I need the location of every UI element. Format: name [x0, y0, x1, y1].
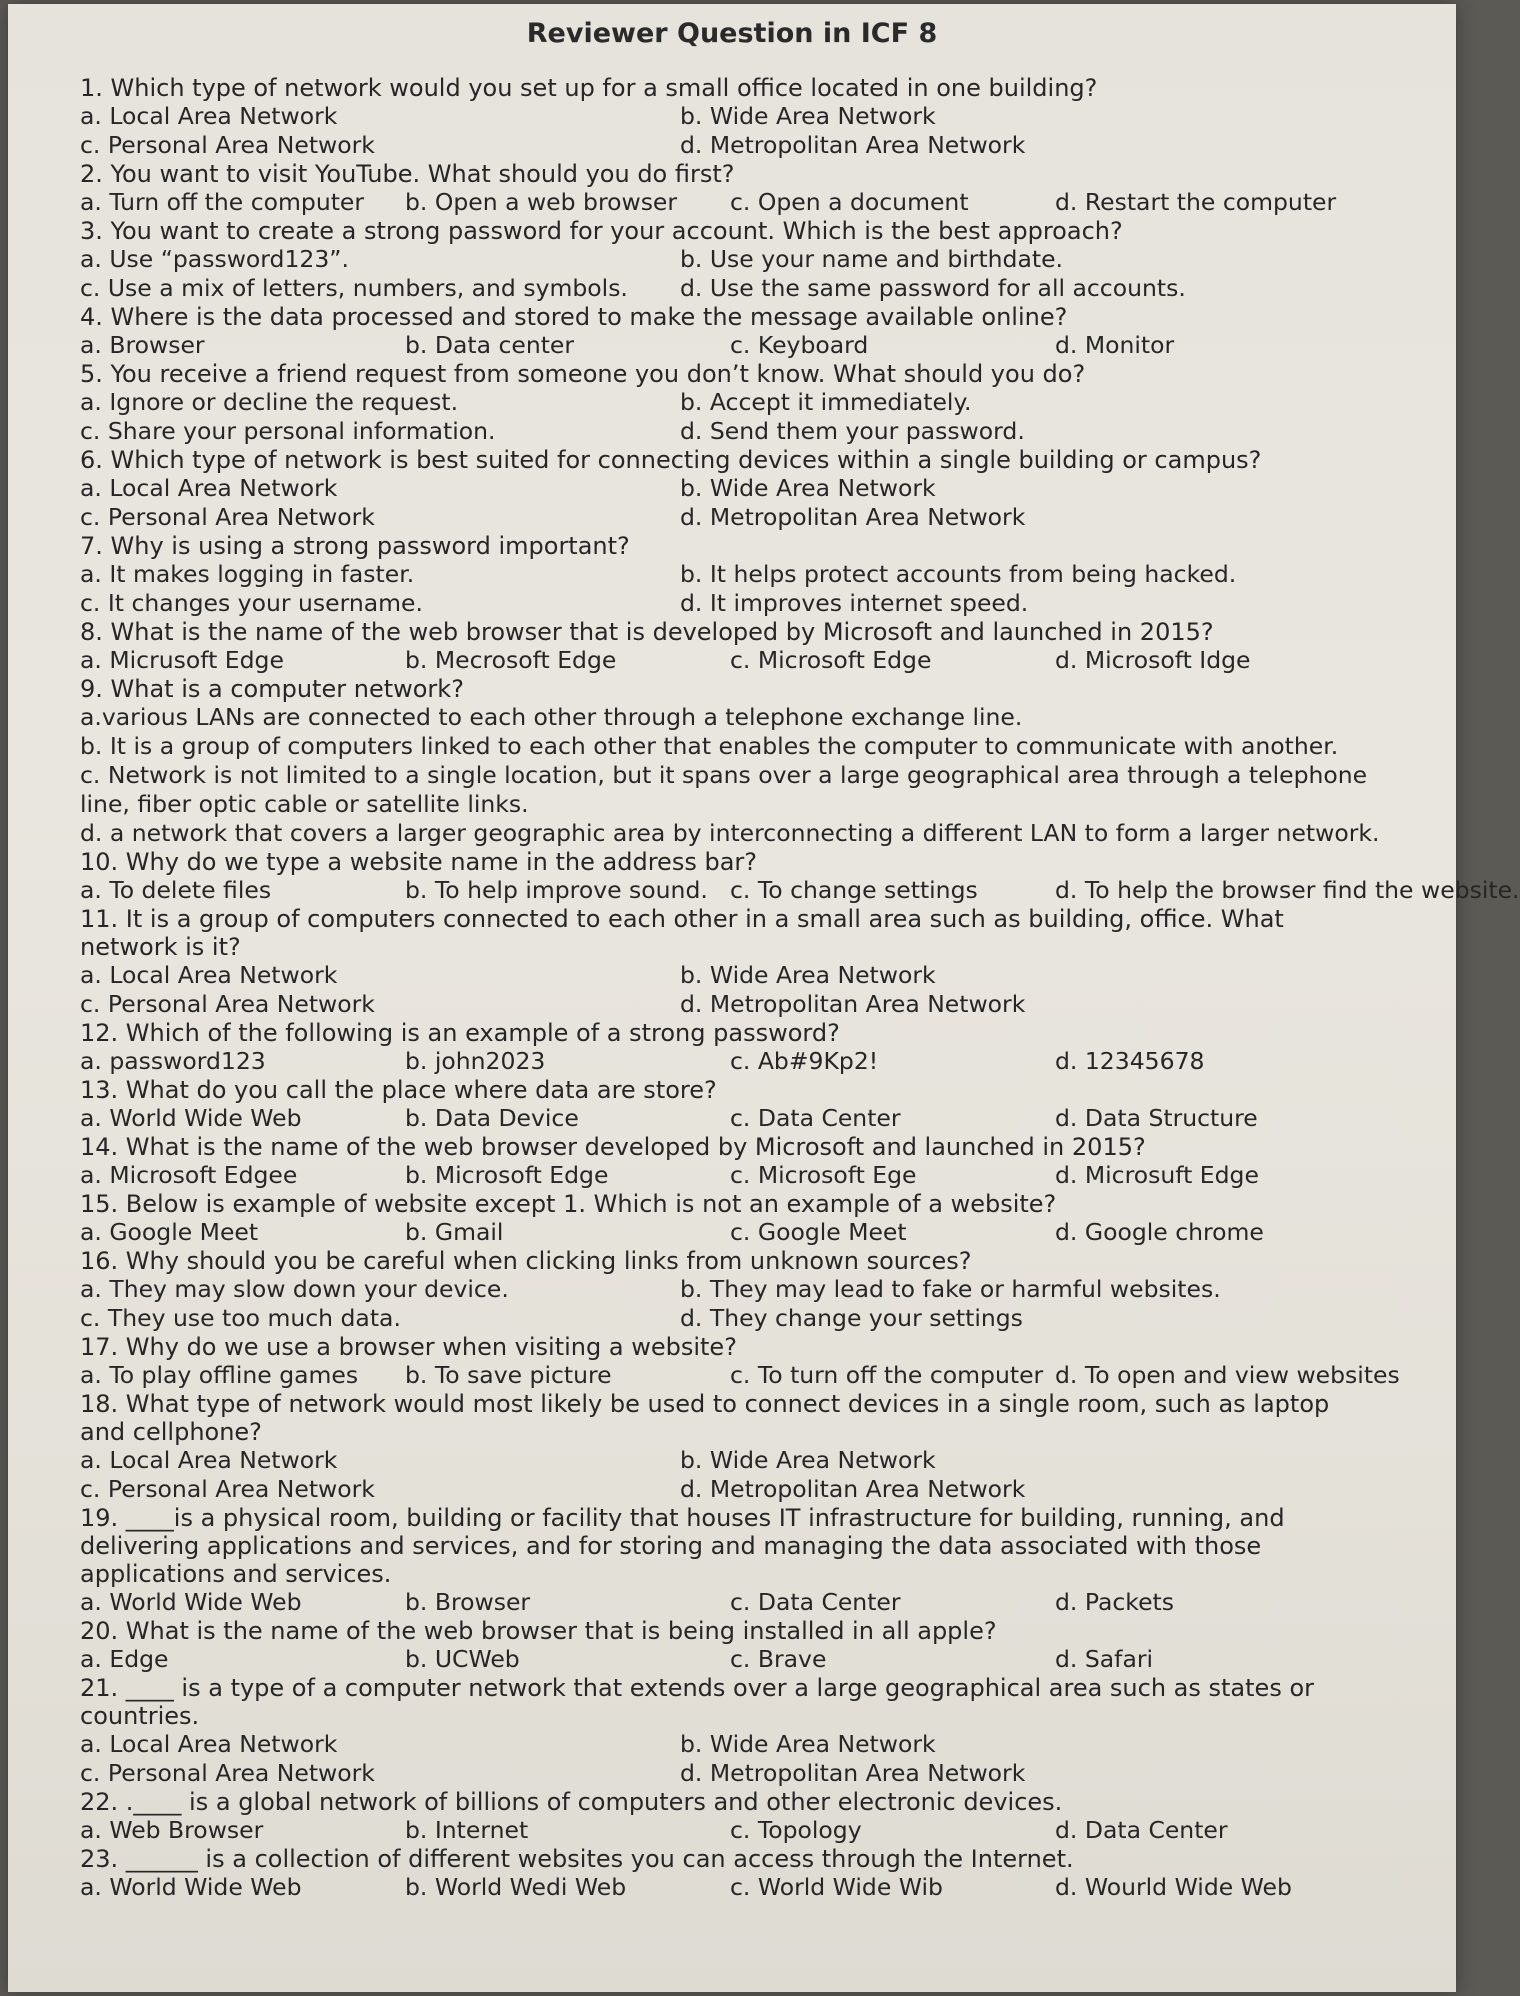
- question-item: [80, 360, 1380, 446]
- answer-option: a. Local Area Network: [80, 474, 338, 502]
- answer-option: a. Microsoft Edgee: [80, 1161, 298, 1189]
- answer-options: [80, 1104, 1380, 1133]
- question-text: 17. Why do we use a browser when visiting a website?: [80, 1333, 737, 1361]
- answer-option: c. Personal Area Network: [80, 1475, 375, 1503]
- question-item: [80, 1247, 1380, 1333]
- answer-option: d. Microsuft Edge: [1055, 1161, 1259, 1189]
- question-text: 12. Which of the following is an example of a strong password?: [80, 1019, 840, 1047]
- answer-option: c. World Wide Wib: [730, 1873, 943, 1901]
- answer-options: [80, 1730, 1380, 1788]
- question-text: 18. What type of network would most likely be used to connect devices in a single room, such as laptop and cellphone?: [80, 1390, 1330, 1446]
- question-item: [80, 217, 1380, 303]
- answer-option: b. Use your name and birthdate.: [680, 245, 1064, 273]
- answer-option: d. Metropolitan Area Network: [680, 1475, 1026, 1503]
- answer-options: [80, 646, 1380, 675]
- answer-option: a. Browser: [80, 331, 205, 359]
- answer-option: c. They use too much data.: [80, 1304, 401, 1332]
- answer-option: b. Wide Area Network: [680, 102, 936, 130]
- question-text: 14. What is the name of the web browser developed by Microsoft and launched in 2015?: [80, 1133, 1146, 1161]
- answer-option: d. Microsoft Idge: [1055, 646, 1251, 674]
- answer-option: d. Metropolitan Area Network: [680, 990, 1026, 1018]
- question-item: [80, 1333, 1400, 1390]
- question-text: 13. What do you call the place where data are store?: [80, 1076, 717, 1104]
- answer-options: [80, 1218, 1380, 1247]
- answer-option: d. It improves internet speed.: [680, 589, 1029, 617]
- answer-option: a. Local Area Network: [80, 1446, 338, 1474]
- question-item: [80, 1190, 1380, 1247]
- answer-options: [80, 560, 1380, 618]
- answer-option: a. Edge: [80, 1645, 169, 1673]
- question-text: 23. ______ is a collection of different websites you can access through the Internet.: [80, 1845, 1074, 1873]
- answer-options: [80, 1361, 1400, 1390]
- answer-option: b. Wide Area Network: [680, 1730, 936, 1758]
- question-item: [80, 905, 1380, 1019]
- answer-option: b. They may lead to fake or harmful websites.: [680, 1275, 1221, 1303]
- answer-option: d. Send them your password.: [680, 417, 1025, 445]
- question-text: 7. Why is using a strong password important?: [80, 532, 630, 560]
- answer-option: d. Use the same password for all accounts.: [680, 274, 1186, 302]
- question-text: 9. What is a computer network?: [80, 675, 464, 703]
- answer-options: [80, 1047, 1380, 1076]
- answer-option: a. It makes logging in faster.: [80, 560, 415, 588]
- answer-option: a. password123: [80, 1047, 266, 1075]
- answer-options: [80, 1873, 1380, 1902]
- answer-option: d. Google chrome: [1055, 1218, 1264, 1246]
- answer-option: d. a network that covers a larger geographic area by interconnecting a different LAN to form a larger network.: [80, 819, 1380, 847]
- question-item: [80, 1504, 1380, 1617]
- question-item: [80, 303, 1380, 360]
- answer-option: b. Browser: [405, 1588, 531, 1616]
- answer-option: c. Personal Area Network: [80, 990, 375, 1018]
- answer-option: c. Open a document: [730, 188, 969, 216]
- answer-option: a. World Wide Web: [80, 1588, 302, 1616]
- answer-option: a. They may slow down your device.: [80, 1275, 509, 1303]
- question-text: 22. .____ is a global network of billions of computers and other electronic devices.: [80, 1788, 1063, 1816]
- question-item: [80, 1788, 1380, 1845]
- question-text: 3. You want to create a strong password for your account. Which is the best approach?: [80, 217, 1123, 245]
- answer-option: d. Packets: [1055, 1588, 1174, 1616]
- answer-option: a. Micrusoft Edge: [80, 646, 284, 674]
- answer-option: d. Data Center: [1055, 1816, 1228, 1844]
- question-item: [80, 618, 1380, 675]
- question-item: [80, 1845, 1380, 1902]
- answer-option: a. World Wide Web: [80, 1104, 302, 1132]
- answer-option: c. Personal Area Network: [80, 503, 375, 531]
- answer-option: b. World Wedi Web: [405, 1873, 627, 1901]
- answer-options: [80, 1816, 1380, 1845]
- question-text: 16. Why should you be careful when clicking links from unknown sources?: [80, 1247, 972, 1275]
- answer-option: b. Data center: [405, 331, 575, 359]
- question-text: 4. Where is the data processed and stored to make the message available online?: [80, 303, 1068, 331]
- answer-option: b. Microsoft Edge: [405, 1161, 609, 1189]
- answer-options: [80, 961, 1380, 1019]
- question-text: 1. Which type of network would you set up for a small office located in one building?: [80, 74, 1098, 102]
- answer-option: b. Accept it immediately.: [680, 388, 972, 416]
- answer-option: c. Personal Area Network: [80, 1759, 375, 1787]
- answer-option: c. Ab#9Kp2!: [730, 1047, 879, 1075]
- answer-option: c. It changes your username.: [80, 589, 423, 617]
- answer-option: a. To delete files: [80, 876, 272, 904]
- answer-option: b. It helps protect accounts from being hacked.: [680, 560, 1237, 588]
- answer-option: a. Google Meet: [80, 1218, 259, 1246]
- question-text: 21. ____ is a type of a computer network that extends over a large geographical area such as states or countries.: [80, 1674, 1314, 1730]
- question-text: 6. Which type of network is best suited for connecting devices within a single building or campus?: [80, 446, 1262, 474]
- answer-option: c. Topology: [730, 1816, 862, 1844]
- answer-options: [80, 474, 1380, 532]
- answer-option: d. To open and view websites: [1055, 1361, 1400, 1389]
- answer-option: d. To help the browser find the website.: [1055, 876, 1520, 904]
- answer-option: c. To change settings: [730, 876, 978, 904]
- question-item: [80, 1076, 1380, 1133]
- answer-option: a. Web Browser: [80, 1816, 264, 1844]
- answer-option: c. Google Meet: [730, 1218, 907, 1246]
- answer-option: b. Wide Area Network: [680, 474, 936, 502]
- answer-option: c. Use a mix of letters, numbers, and symbols.: [80, 274, 628, 302]
- answer-option: d. They change your settings: [680, 1304, 1023, 1332]
- answer-options: [80, 1275, 1380, 1333]
- answer-option: a. To play offline games: [80, 1361, 359, 1389]
- answer-option: a. Local Area Network: [80, 1730, 338, 1758]
- question-item: [80, 532, 1380, 618]
- answer-option: b. To save picture: [405, 1361, 612, 1389]
- question-item: [80, 160, 1380, 217]
- question-item: [80, 1133, 1380, 1190]
- question-text: 19. ____is a physical room, building or facility that houses IT infrastructure for building, running, and delivering applications and services, and for storing and managing the data associated with those applications and services.: [80, 1504, 1285, 1588]
- answer-option: b. To help improve sound.: [405, 876, 708, 904]
- answer-option: d. Monitor: [1055, 331, 1175, 359]
- question-item: [80, 74, 1380, 160]
- question-item: [80, 675, 1380, 848]
- answer-options: [80, 245, 1380, 303]
- answer-option: d. Data Structure: [1055, 1104, 1258, 1132]
- answer-option: a.various LANs are connected to each other through a telephone exchange line.: [80, 703, 1023, 731]
- answer-options: [80, 1588, 1380, 1617]
- answer-option: d. 12345678: [1055, 1047, 1205, 1075]
- answer-option: b. Open a web browser: [405, 188, 678, 216]
- answer-options: [80, 876, 1520, 905]
- question-text: 10. Why do we type a website name in the address bar?: [80, 848, 758, 876]
- answer-option: c. Share your personal information.: [80, 417, 496, 445]
- question-text: 8. What is the name of the web browser that is developed by Microsoft and launched in 2015?: [80, 618, 1214, 646]
- question-item: [80, 1019, 1380, 1076]
- answer-option: b. Gmail: [405, 1218, 504, 1246]
- answer-option: c. To turn off the computer: [730, 1361, 1044, 1389]
- question-item: [80, 1390, 1380, 1504]
- question-text: 15. Below is example of website except 1. Which is not an example of a website?: [80, 1190, 1057, 1218]
- question-text: 11. It is a group of computers connected to each other in a small area such as building, office. What network is it?: [80, 905, 1284, 961]
- answer-option: d. Metropolitan Area Network: [680, 1759, 1026, 1787]
- question-text: 20. What is the name of the web browser that is being installed in all apple?: [80, 1617, 997, 1645]
- answer-options: [80, 102, 1380, 160]
- answer-option: c. Network is not limited to a single location, but it spans over a large geographical area through a telephone line, fiber optic cable or satellite links.: [80, 761, 1368, 818]
- answer-options: [80, 188, 1380, 217]
- answer-options: [80, 1161, 1380, 1190]
- answer-option: d. Safari: [1055, 1645, 1154, 1673]
- answer-options: [80, 331, 1380, 360]
- answer-options: [80, 388, 1380, 446]
- worksheet-paper: [8, 4, 1520, 1992]
- question-item: [80, 1617, 1380, 1674]
- answer-option: c. Microsoft Ege: [730, 1161, 917, 1189]
- question-list: [80, 74, 1520, 1902]
- answer-option: a. Local Area Network: [80, 102, 338, 130]
- answer-option: d. Restart the computer: [1055, 188, 1337, 216]
- answer-options: [80, 703, 1380, 848]
- answer-option: a. Turn off the computer: [80, 188, 365, 216]
- answer-options: [80, 1446, 1380, 1504]
- answer-option: b. Data Device: [405, 1104, 579, 1132]
- answer-option: b. john2023: [405, 1047, 546, 1075]
- answer-option: c. Personal Area Network: [80, 131, 375, 159]
- answer-option: b. UCWeb: [405, 1645, 520, 1673]
- answer-option: b. It is a group of computers linked to each other that enables the computer to communicate with another.: [80, 732, 1339, 760]
- answer-option: d. Wourld Wide Web: [1055, 1873, 1292, 1901]
- question-item: [80, 1674, 1380, 1788]
- answer-option: b. Wide Area Network: [680, 961, 936, 989]
- question-text: 5. You receive a friend request from someone you don’t know. What should you do?: [80, 360, 1086, 388]
- answer-option: d. Metropolitan Area Network: [680, 503, 1026, 531]
- answer-option: c. Brave: [730, 1645, 827, 1673]
- answer-option: c. Data Center: [730, 1588, 901, 1616]
- answer-options: [80, 1645, 1380, 1674]
- answer-option: a. Use “password123”.: [80, 245, 349, 273]
- answer-option: c. Keyboard: [730, 331, 869, 359]
- answer-option: c. Microsoft Edge: [730, 646, 932, 674]
- question-item: [80, 848, 1520, 905]
- question-text: 2. You want to visit YouTube. What should you do first?: [80, 160, 735, 188]
- page-title: Reviewer Question in ICF 8: [526, 18, 938, 49]
- answer-option: a. Local Area Network: [80, 961, 338, 989]
- question-item: [80, 446, 1380, 532]
- answer-option: b. Wide Area Network: [680, 1446, 936, 1474]
- answer-option: a. World Wide Web: [80, 1873, 302, 1901]
- answer-option: a. Ignore or decline the request.: [80, 388, 459, 416]
- answer-option: b. Mecrosoft Edge: [405, 646, 617, 674]
- answer-option: d. Metropolitan Area Network: [680, 131, 1026, 159]
- answer-option: c. Data Center: [730, 1104, 901, 1132]
- answer-option: b. Internet: [405, 1816, 529, 1844]
